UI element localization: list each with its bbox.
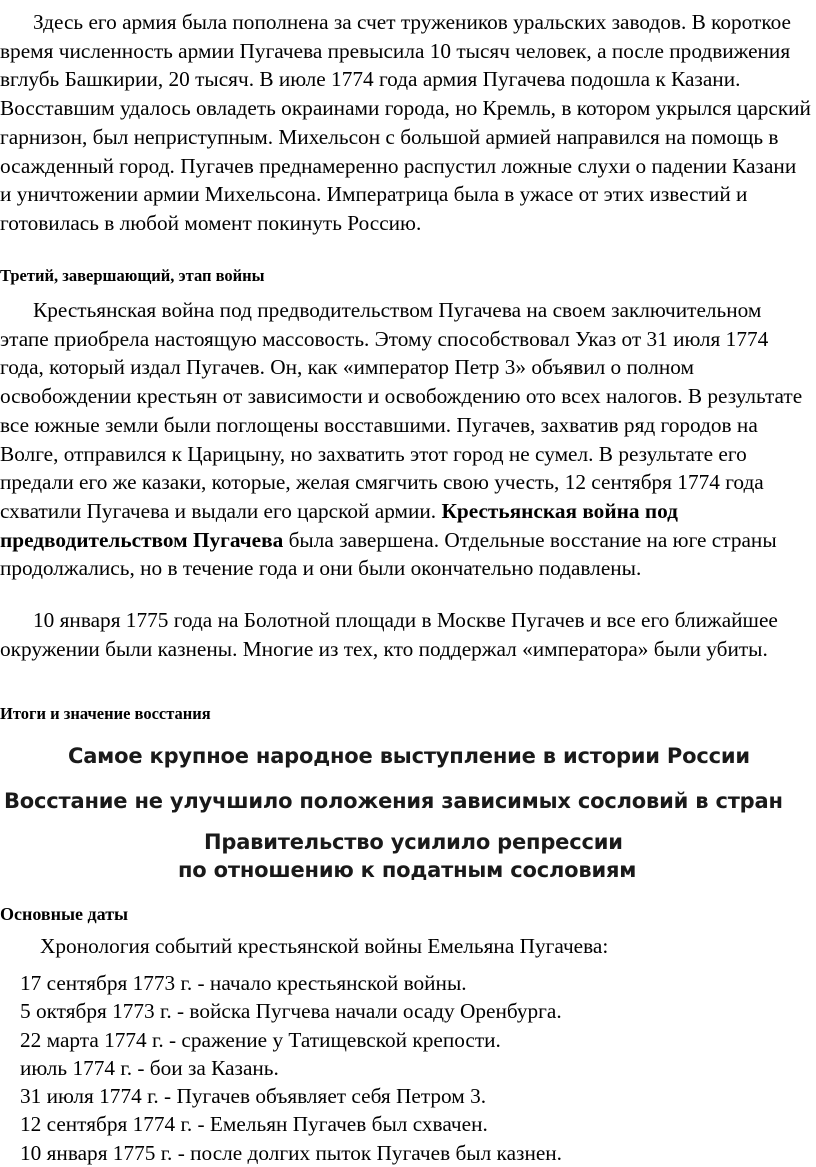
heading-third-stage: Третий, завершающий, этап войны — [0, 266, 265, 285]
timeline-item: 31 июля 1774 г. - Пугачев объявляет себя Петром 3. — [20, 1084, 487, 1109]
slide-line-repressions: Правительство усилило репрессии — [204, 830, 623, 854]
timeline-list — [20, 969, 562, 1167]
slide-line-no-improvement: Восстание не улучшило положения зависимых сословий в стран — [4, 789, 783, 813]
chronology-intro: Хронология событий крестьянской войны Емельяна Пугачева: — [40, 934, 609, 958]
paragraph-final-stage-end: была завершена. Отдельные восстание на юге страны продолжались, но в течение года и они были окончательно подавлены. — [0, 527, 777, 581]
paragraph-army-growth: Здесь его армия была пополнена за счет тружеников уральских заводов. В короткое время численность армии Пугачева превысила 10 тысяч человек, а после продвижения вглубь Башкирии, 20 тысяч. В июле 1774 года армия Пугачева подошла к Казани. Восставшим удалось овладеть окраинами города, но Кремль, в котором укрылся царский гарнизон, был неприступным. Михельсон с большой армией направился на помощь в осажденный город. Пугачев преднамеренно распустил ложные слухи о падении Казани и уничтожении армии Михельсона. Императрица была в ужасе от этих известий и готовилась в любой момент покинуть Россию. — [0, 10, 811, 235]
timeline-item: 12 сентября 1774 г. - Емельян Пугачев был схвачен. — [20, 1112, 488, 1137]
paragraph-final-stage — [0, 296, 812, 583]
paragraph-execution: 10 января 1775 года на Болотной площади в Москве Пугачев и все его ближайшее окружении были казнены. Многие из тех, кто поддержал «императора» были убиты. — [0, 608, 778, 661]
paragraph-final-stage-text: Крестьянская война под предводительством Пугачева на своем заключительном этапе приобрела настоящую массовость. Этому способствовал Указ от 31 июля 1774 года, который издал Пугачев. Он, как «император Петр 3» объявил о полном освобождении крестьян от зависимости и освобождению ото всех налогов. В результате все южные земли были поглощены восставшими. Пугачев, захватив ряд городов на Волге, отправился к Царицыну, но захватить этот город не сумел. В результате его предали его же казаки, которые, желая смягчить свою учесть, 12 сентября 1774 года схватили Пугачева и выдали его царской армии. — [0, 298, 803, 523]
heading-main-dates: Основные даты — [0, 904, 129, 924]
timeline-item: 22 марта 1774 г. - сражение у Татищевской крепости. — [20, 1027, 501, 1052]
slide-line-tax-estates: по отношению к податным сословиям — [178, 858, 637, 882]
timeline-item: 5 октября 1773 г. - войска Пугчева начали осаду Оренбурга. — [20, 999, 562, 1024]
slide-line-largest-uprising: Самое крупное народное выступление в истории России — [68, 744, 750, 768]
results-slide-image — [0, 735, 816, 885]
timeline-item: 17 сентября 1773 г. - начало крестьянской войны. — [20, 971, 467, 995]
timeline-item: июль 1774 г. - бои за Казань. — [20, 1055, 279, 1080]
paragraph-final-stage-bold: Крестьянская война под предводительством Пугачева — [0, 498, 678, 552]
heading-results: Итоги и значение восстания — [0, 704, 211, 723]
timeline-item: 10 января 1775 г. - после долгих пыток Пугачев был казнен. — [20, 1140, 563, 1165]
